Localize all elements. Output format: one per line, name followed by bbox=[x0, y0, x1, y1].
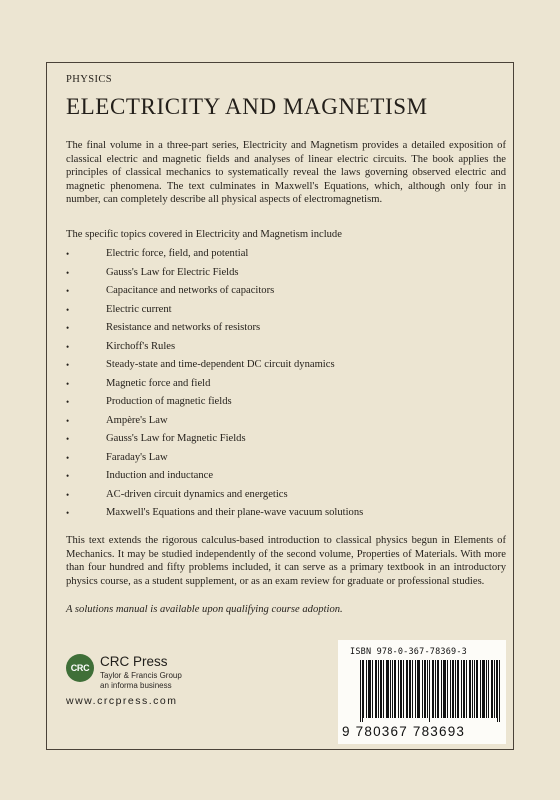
topic-item bbox=[66, 393, 506, 412]
topic-label: Faraday's Law bbox=[106, 451, 168, 463]
barcode-bar bbox=[368, 660, 369, 718]
topic-label: Induction and inductance bbox=[106, 470, 214, 481]
barcode-bar bbox=[425, 660, 426, 718]
barcode-bar bbox=[496, 660, 497, 718]
barcode-bar bbox=[488, 660, 489, 718]
bullet-icon: • bbox=[66, 415, 70, 426]
bullet-icon: • bbox=[66, 471, 70, 481]
category-label: PHYSICS bbox=[66, 74, 112, 85]
bullet-icon: • bbox=[66, 360, 70, 370]
barcode-bar bbox=[381, 660, 382, 718]
barcode-bar bbox=[362, 660, 363, 722]
barcode-bar bbox=[388, 660, 389, 718]
publisher-name: CRC Press bbox=[100, 654, 168, 669]
barcode-bar bbox=[444, 660, 445, 718]
bullet-icon: • bbox=[66, 452, 70, 463]
barcode-bar bbox=[474, 660, 475, 718]
topic-label: Kirchoff's Rules bbox=[106, 340, 176, 352]
topic-item bbox=[66, 486, 506, 505]
barcode-bar bbox=[476, 660, 477, 718]
barcode-bar bbox=[422, 660, 423, 718]
barcode-bar bbox=[483, 660, 484, 718]
barcode-bar bbox=[482, 660, 483, 718]
book-title: ELECTRICITY AND MAGNETISM bbox=[66, 94, 428, 119]
barcode-bar bbox=[497, 660, 498, 722]
topic-item bbox=[66, 449, 506, 468]
publisher-url: www.crcpress.com bbox=[66, 695, 178, 707]
barcode-bar bbox=[466, 660, 467, 718]
barcode-bar bbox=[387, 660, 388, 718]
bullet-icon: • bbox=[66, 434, 70, 444]
barcode-bar bbox=[429, 660, 430, 722]
topic-item bbox=[66, 301, 506, 320]
barcode-bar bbox=[427, 660, 428, 718]
barcode-bar bbox=[441, 660, 442, 718]
barcode-bar bbox=[453, 660, 454, 718]
bullet-icon: • bbox=[66, 508, 70, 518]
bullet-icon: • bbox=[66, 341, 70, 352]
barcode-bar bbox=[406, 660, 407, 718]
bullet-icon: • bbox=[66, 489, 70, 500]
topic-label: Capacitance and networks of capacitors bbox=[106, 285, 275, 296]
crc-logo-icon: CRC bbox=[66, 654, 94, 682]
barcode-bar bbox=[380, 660, 381, 718]
publisher-group: Taylor & Francis Group bbox=[100, 671, 182, 680]
description-paragraph: The final volume in a three-part series, Electricity and Magnetism provides a detailed exposition of classical electric and magnetic fields and analyses of linear electric circuits. The book applies the principles of classical mechanics to systematically reveal the laws governing observed electric and magnetic phenomena. The text culminates in Maxwell's Equations, which, although only four in number, can completely describe all physical aspects of electromagnetism. bbox=[66, 140, 506, 206]
bullet-icon: • bbox=[66, 267, 70, 278]
barcode-bar bbox=[360, 660, 361, 722]
barcode-bar bbox=[424, 660, 425, 718]
barcode-bar bbox=[400, 660, 401, 718]
topic-label: Resistance and networks of resistors bbox=[106, 322, 261, 333]
barcode-bar bbox=[383, 660, 384, 718]
barcode-bar bbox=[419, 660, 420, 718]
barcode-bar bbox=[412, 660, 413, 718]
topic-label: Electric force, field, and potential bbox=[106, 248, 249, 259]
barcode-bar bbox=[461, 660, 462, 718]
barcode-bar bbox=[447, 660, 448, 718]
solutions-manual-note: A solutions manual is available upon qualifying course adoption. bbox=[66, 604, 343, 615]
barcode-bar bbox=[438, 660, 439, 718]
barcode-bar bbox=[499, 660, 500, 722]
barcode-bar bbox=[366, 660, 367, 718]
topic-label: AC-driven circuit dynamics and energetics bbox=[106, 488, 288, 500]
isbn-label: ISBN 978-0-367-78369-3 bbox=[350, 647, 467, 657]
topic-item bbox=[66, 412, 506, 431]
barcode-bar bbox=[409, 660, 410, 718]
barcode-bar bbox=[363, 660, 364, 718]
publisher-business: an informa business bbox=[100, 681, 172, 690]
closing-paragraph: This text extends the rigorous calculus-based introduction to classical physics begun in Elements of Mechanics. It may be studied independently of the second volume, Properties of Materials. With more than four hundred and fifty problems included, it can serve as a primary textbook in an introductory physics course, as a student supplement, or as an exam review for graduate or professional studies. bbox=[66, 535, 506, 587]
topic-label: Gauss's Law for Magnetic Fields bbox=[106, 433, 246, 444]
topic-item bbox=[66, 356, 506, 375]
barcode-number: 9 780367 783693 bbox=[342, 724, 466, 739]
barcode-bar bbox=[484, 660, 485, 718]
topics-list bbox=[66, 245, 506, 523]
barcode-bar bbox=[491, 660, 492, 718]
barcode-bar bbox=[376, 660, 377, 718]
topic-item bbox=[66, 319, 506, 338]
barcode-bar bbox=[390, 660, 391, 718]
topic-label: Maxwell's Equations and their plane-wave vacuum solutions bbox=[106, 507, 364, 518]
barcode-bar bbox=[457, 660, 458, 718]
barcode-bar bbox=[450, 660, 451, 718]
barcode-bar bbox=[403, 660, 404, 718]
topic-label: Steady-state and time-dependent DC circuit dynamics bbox=[106, 359, 335, 370]
topic-item bbox=[66, 467, 506, 486]
barcode-bar bbox=[469, 660, 470, 718]
barcode-bar bbox=[443, 660, 444, 718]
topic-item bbox=[66, 282, 506, 301]
barcode-bar bbox=[486, 660, 487, 718]
bullet-icon: • bbox=[66, 323, 70, 333]
barcode-bar bbox=[370, 660, 371, 718]
barcode-bar bbox=[494, 660, 495, 718]
barcode-bar bbox=[369, 660, 370, 718]
topic-item bbox=[66, 504, 506, 523]
bullet-icon: • bbox=[66, 397, 70, 407]
topic-label: Ampère's Law bbox=[106, 414, 168, 426]
barcode-bar bbox=[477, 660, 478, 718]
bullet-icon: • bbox=[66, 304, 70, 315]
barcode-bar bbox=[418, 660, 419, 718]
barcode-bar bbox=[445, 660, 446, 718]
barcode-bar bbox=[375, 660, 376, 718]
publisher-logo-block bbox=[66, 654, 246, 714]
barcode-bar bbox=[417, 660, 418, 718]
topics-intro: The specific topics covered in Electricity and Magnetism include bbox=[66, 229, 342, 240]
barcode-bar bbox=[472, 660, 473, 718]
barcode-panel bbox=[338, 640, 506, 744]
topic-label: Production of magnetic fields bbox=[106, 396, 232, 407]
barcode-bar bbox=[401, 660, 402, 718]
barcode-bar bbox=[395, 660, 396, 718]
bullet-icon: • bbox=[66, 378, 70, 389]
barcode-bar bbox=[392, 660, 393, 718]
barcode-bar bbox=[492, 660, 493, 718]
barcode-bar bbox=[378, 660, 379, 718]
barcode-bar bbox=[415, 660, 416, 718]
topic-item bbox=[66, 264, 506, 283]
barcode-bar bbox=[458, 660, 459, 718]
barcode-bar bbox=[470, 660, 471, 718]
barcode-bar bbox=[464, 660, 465, 718]
barcode-bar bbox=[398, 660, 399, 718]
barcode-bar bbox=[452, 660, 453, 718]
bullet-icon: • bbox=[66, 249, 70, 259]
bullet-icon: • bbox=[66, 286, 70, 296]
barcode-bar bbox=[480, 660, 481, 718]
barcode-bar bbox=[386, 660, 387, 718]
barcode-bar bbox=[394, 660, 395, 718]
barcode-bar bbox=[407, 660, 408, 718]
barcode-bar bbox=[433, 660, 434, 718]
barcode-icon bbox=[360, 660, 500, 722]
barcode-bar bbox=[455, 660, 456, 718]
topic-item bbox=[66, 245, 506, 264]
topic-label: Gauss's Law for Electric Fields bbox=[106, 266, 239, 278]
topic-label: Magnetic force and field bbox=[106, 377, 211, 389]
barcode-bar bbox=[410, 660, 411, 718]
barcode-bar bbox=[372, 660, 373, 718]
barcode-bar bbox=[463, 660, 464, 718]
topic-label: Electric current bbox=[106, 303, 172, 315]
topic-item bbox=[66, 430, 506, 449]
barcode-bar bbox=[437, 660, 438, 718]
topic-item bbox=[66, 375, 506, 394]
barcode-bar bbox=[435, 660, 436, 718]
barcode-bar bbox=[432, 660, 433, 718]
topic-item bbox=[66, 338, 506, 357]
